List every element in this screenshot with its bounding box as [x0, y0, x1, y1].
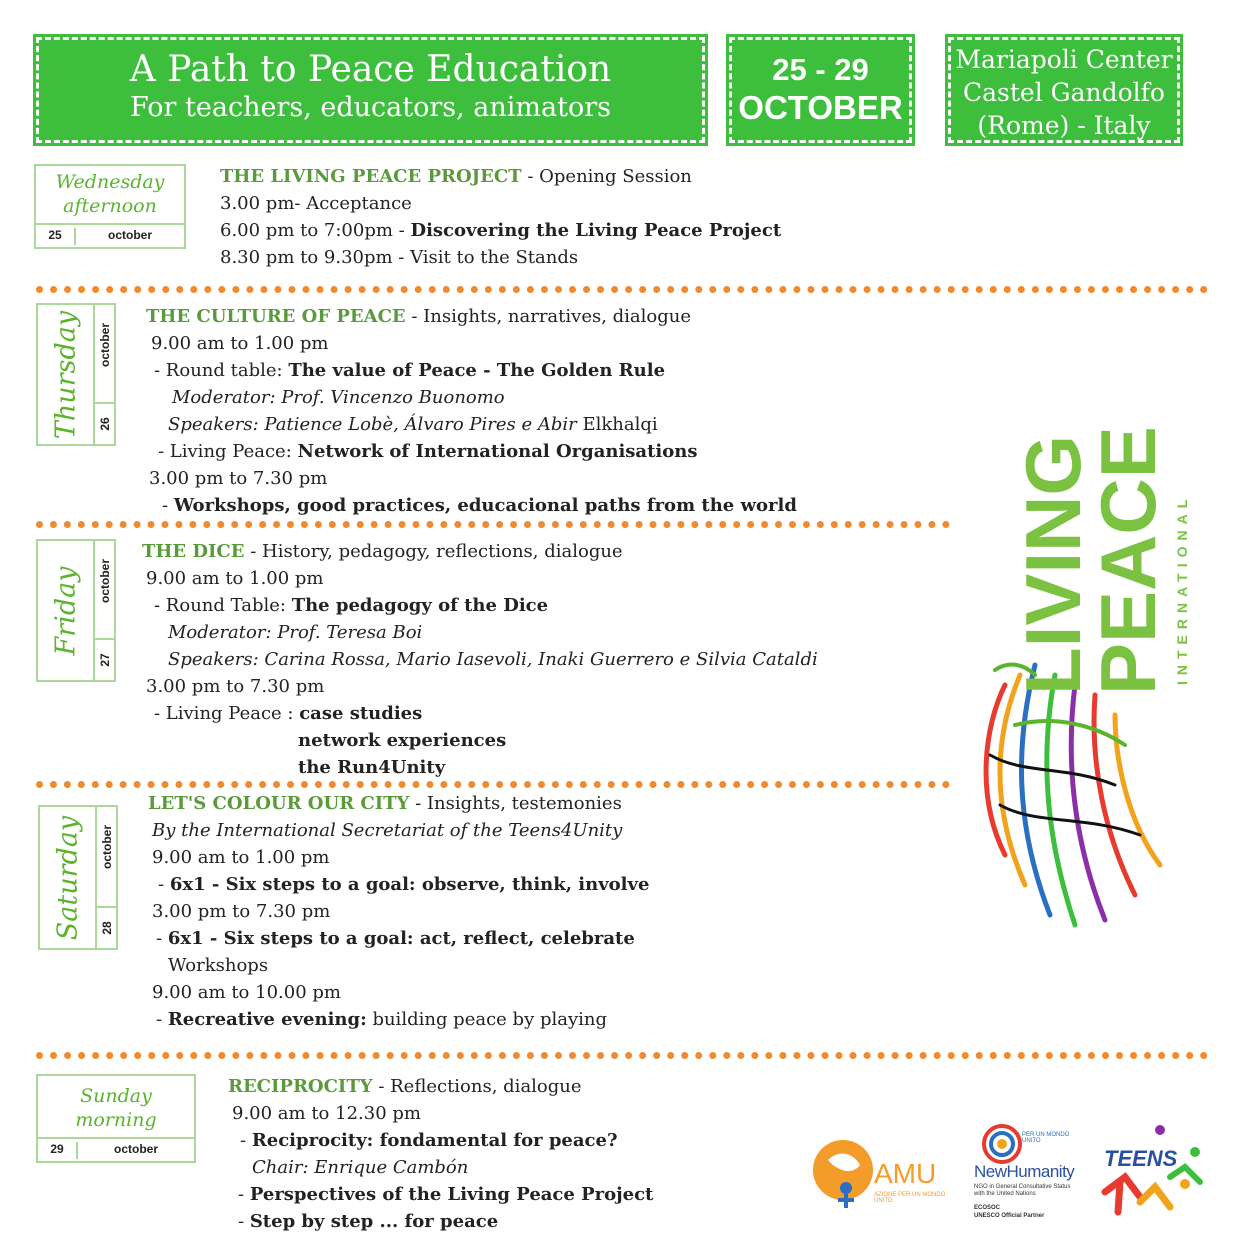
new-humanity-text: NewHumanity	[974, 1162, 1075, 1181]
session-thursday: THE CULTURE OF PEACE - Insights, narratives, dialogue 9.00 am to 1.00 pm - Round table: The value of Peace - The Golden Rule Moderator: Prof. Vincenzo Buonomo Speakers: Patience Lobè, Álvaro Pires e Abir Elkhalqi - Living Peace: Network of International Organisations 3.00 pm to 7.30 pm - Workshops, good practices, educacional paths from the world	[146, 306, 797, 516]
session-friday: THE DICE - History, pedagogy, reflections, dialogue 9.00 am to 1.00 pm - Round Table: The pedagogy of the Dice Moderator: Prof. Teresa Boi Speakers: Carina Rossa, Mario Iasevoli, Inaki Guerrero e Silvia Cataldi 3.00 pm to 7.30 pm - Living Peace : case studies network experiences the Run4Unity	[142, 541, 818, 778]
day-badge-thursday	[36, 303, 116, 446]
day-month: october	[107, 228, 152, 242]
day-name: morning	[75, 1109, 157, 1131]
session-wednesday: THE LIVING PEACE PROJECT - Opening Session 3.00 pm- Acceptance 6.00 pm to 7:00pm - Discovering the Living Peace Project 8.30 pm to 9.30pm - Visit to the Stands	[220, 166, 782, 268]
dotted-divider	[36, 1052, 1208, 1059]
new-humanity-icon	[977, 1122, 1027, 1167]
session-title: THE CULTURE OF PEACE	[146, 306, 406, 327]
session-title: THE LIVING PEACE PROJECT	[220, 166, 522, 187]
day-month: october	[97, 558, 112, 604]
dotted-divider	[36, 521, 950, 528]
dates-banner	[729, 37, 912, 143]
day-number: 27	[97, 653, 112, 667]
day-badge-sunday	[36, 1074, 196, 1163]
day-name: afternoon	[63, 195, 157, 217]
dotted-divider	[36, 286, 1208, 293]
day-number: 28	[99, 921, 114, 935]
venue-line: Castel Gandolfo	[963, 78, 1165, 107]
venue-line: Mariapoli Center	[955, 45, 1173, 74]
event-dates: 25 - 29	[772, 52, 869, 87]
day-badge-friday	[36, 539, 116, 682]
event-subtitle: For teachers, educators, animators	[130, 92, 611, 123]
day-number: 29	[38, 1142, 78, 1159]
logo-peace: PEACE	[1084, 426, 1172, 695]
event-title: A Path to Peace Education	[129, 49, 612, 90]
day-name: Wednesday	[55, 171, 165, 193]
day-number: 26	[97, 417, 112, 431]
teens-figures-icon	[1100, 1122, 1210, 1222]
venue-banner	[948, 37, 1180, 143]
session-sunday: RECIPROCITY - Reflections, dialogue 9.00 am to 12.30 pm - Reciprocity: fondamental for peace? Chair: Enrique Cambón - Perspectives of the Living Peace Project - Step by step ... for peace	[228, 1076, 654, 1232]
title-banner	[36, 37, 705, 143]
amu-text: AMU	[874, 1158, 937, 1189]
living-peace-logo	[965, 425, 1195, 960]
logo-international: INTERNATIONAL	[1174, 493, 1190, 685]
session-saturday: LET'S COLOUR OUR CITY - Insights, testemonies By the International Secretariat of the Teens4Unity 9.00 am to 1.00 pm - 6x1 - Six steps to a goal: observe, think, involve 3.00 pm to 7.30 pm - 6x1 - Six steps to a goal: act, reflect, celebrate Workshops 9.00 am to 10.00 pm - Recreative evening: building peace by playing	[148, 793, 650, 1030]
day-name: Thursday	[50, 310, 81, 439]
venue-line: (Rome) - Italy	[977, 111, 1151, 140]
day-month: october	[113, 1142, 158, 1156]
day-name: Sunday	[80, 1085, 152, 1107]
day-month: october	[97, 322, 112, 368]
day-badge-wednesday	[34, 164, 186, 249]
dotted-divider	[36, 781, 950, 788]
session-title: RECIPROCITY	[228, 1076, 373, 1097]
living-peace-emblem-icon	[965, 425, 1195, 960]
amu-logo	[808, 1130, 958, 1220]
day-month: october	[99, 824, 114, 870]
day-name: Saturday	[52, 815, 83, 940]
logo-living: LIVING	[1009, 434, 1097, 695]
session-title: THE DICE	[142, 541, 245, 562]
globe-icon	[808, 1130, 878, 1210]
session-title: LET'S COLOUR OUR CITY	[148, 793, 410, 814]
day-number: 25	[36, 228, 76, 245]
amu-subtext: AZIONE PER UN MONDO UNITO	[874, 1192, 946, 1204]
day-badge-saturday	[38, 805, 118, 950]
teens-text: TEENS	[1104, 1146, 1178, 1171]
event-month: OCTOBER	[738, 89, 903, 126]
teens-logo	[1100, 1122, 1210, 1222]
day-name: Friday	[50, 566, 81, 655]
new-humanity-logo: PER UN MONDO UNITO NewHumanity NGO in General Consultative Status with the United Nations ECOSOC UNESCO Official Partner	[972, 1122, 1087, 1227]
